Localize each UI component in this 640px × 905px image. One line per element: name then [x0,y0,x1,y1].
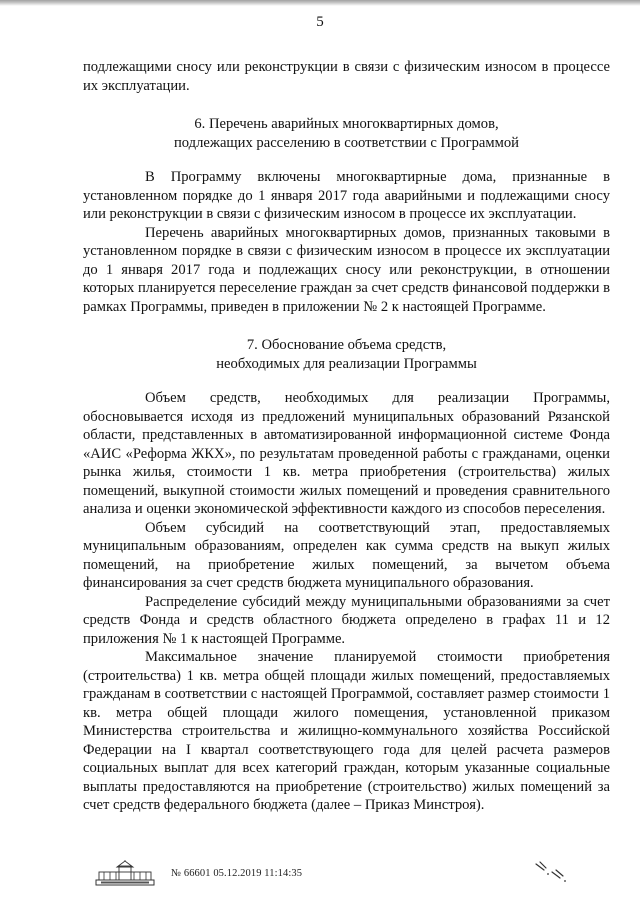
scan-top-edge [0,0,640,6]
section-7-paragraph: Объем средств, необходимых для реализации Программы, обосновывается исходя из предложений муниципальных образований Рязанской области, представленных в автоматизированной информационной системе Фонда «АИС «Реформа ЖКХ», по результатам проведенной работы с гражданами, оценки рынка жилья, стоимости 1 кв. метра приобретения (строительства) жилых помещений, выкупной стоимости жилых помещений и проведения сравнительного анализа и оценки экономической эффективности каждого из способов переселения. [83,390,610,517]
section-7-title-line-1: 7. Обоснование объема средств, [246,337,447,353]
document-body [83,58,610,815]
document-footer [95,858,302,888]
section-7-title-line-2: необходимых для реализации Программы [216,355,477,372]
intro-paragraph: подлежащими сносу или реконструкции в связи с физическим износом в процессе их эксплуатации. [83,59,610,94]
section-6-title-line-2: подлежащих расселению в соответствии с Программой [174,134,519,151]
section-6-heading [83,115,610,152]
section-6-paragraph: В Программу включены многоквартирные дома, признанные в установленном порядке до 1 января 2017 года аварийными и подлежащими сносу или реконструкции в связи с физическим износом в процессе их эксплуатации. [83,169,610,222]
section-7-paragraph: Распределение субсидий между муниципальными образованиями за счет средств Фонда и средств областного бюджета определено в графах 11 и 12 приложения № 1 к настоящей Программе. [83,593,610,647]
section-7-paragraph: Максимальное значение планируемой стоимости приобретения (строительства) 1 кв. метра общей площади жилых помещений, предоставляемых гражданам в соответствии с настоящей Программой, составляет размер стоимости 1 кв. метра общей площади жилого помещения, установленной приказом Министерства строительства и жилищно-коммунального хозяйства Российской Федерации на I квартал соответствующего года для целей расчета размеров социальных выплат для всех категорий граждан, которым указанные социальные выплаты предоставляются на приобретение (строительство) жилых помещений за счет средств федерального бюджета (далее – Приказ Минстроя). [83,649,610,813]
section-7-heading [83,336,610,373]
section-6-title-line-1: 6. Перечень аварийных многоквартирных домов, [194,116,499,132]
section-7-paragraph: Объем субсидий на соответствующий этап, предоставляемых муниципальным образованиям, определен как сумма средств на выкуп жилых помещений, на приобретение жилых помещений, за вычетом объема финансирования за счет средств бюджета муниципального образования. [83,519,610,591]
section-6-paragraph: Перечень аварийных многоквартирных домов, признанных таковыми в установленном порядке в связи с физическим износом в процессе их эксплуатации до 1 января 2017 года и подлежащих сносу или реконструкции, в отношении которых планируется переселение граждан за счет средств финансовой поддержки в рамках Программы, приведен в приложении № 2 к настоящей Программе. [83,224,610,315]
handwritten-mark-icon [530,858,570,886]
page-number: 5 [316,14,324,30]
document-registration-id: № 66601 05.12.2019 11:14:35 [171,867,303,879]
government-building-stamp-icon [95,860,155,886]
